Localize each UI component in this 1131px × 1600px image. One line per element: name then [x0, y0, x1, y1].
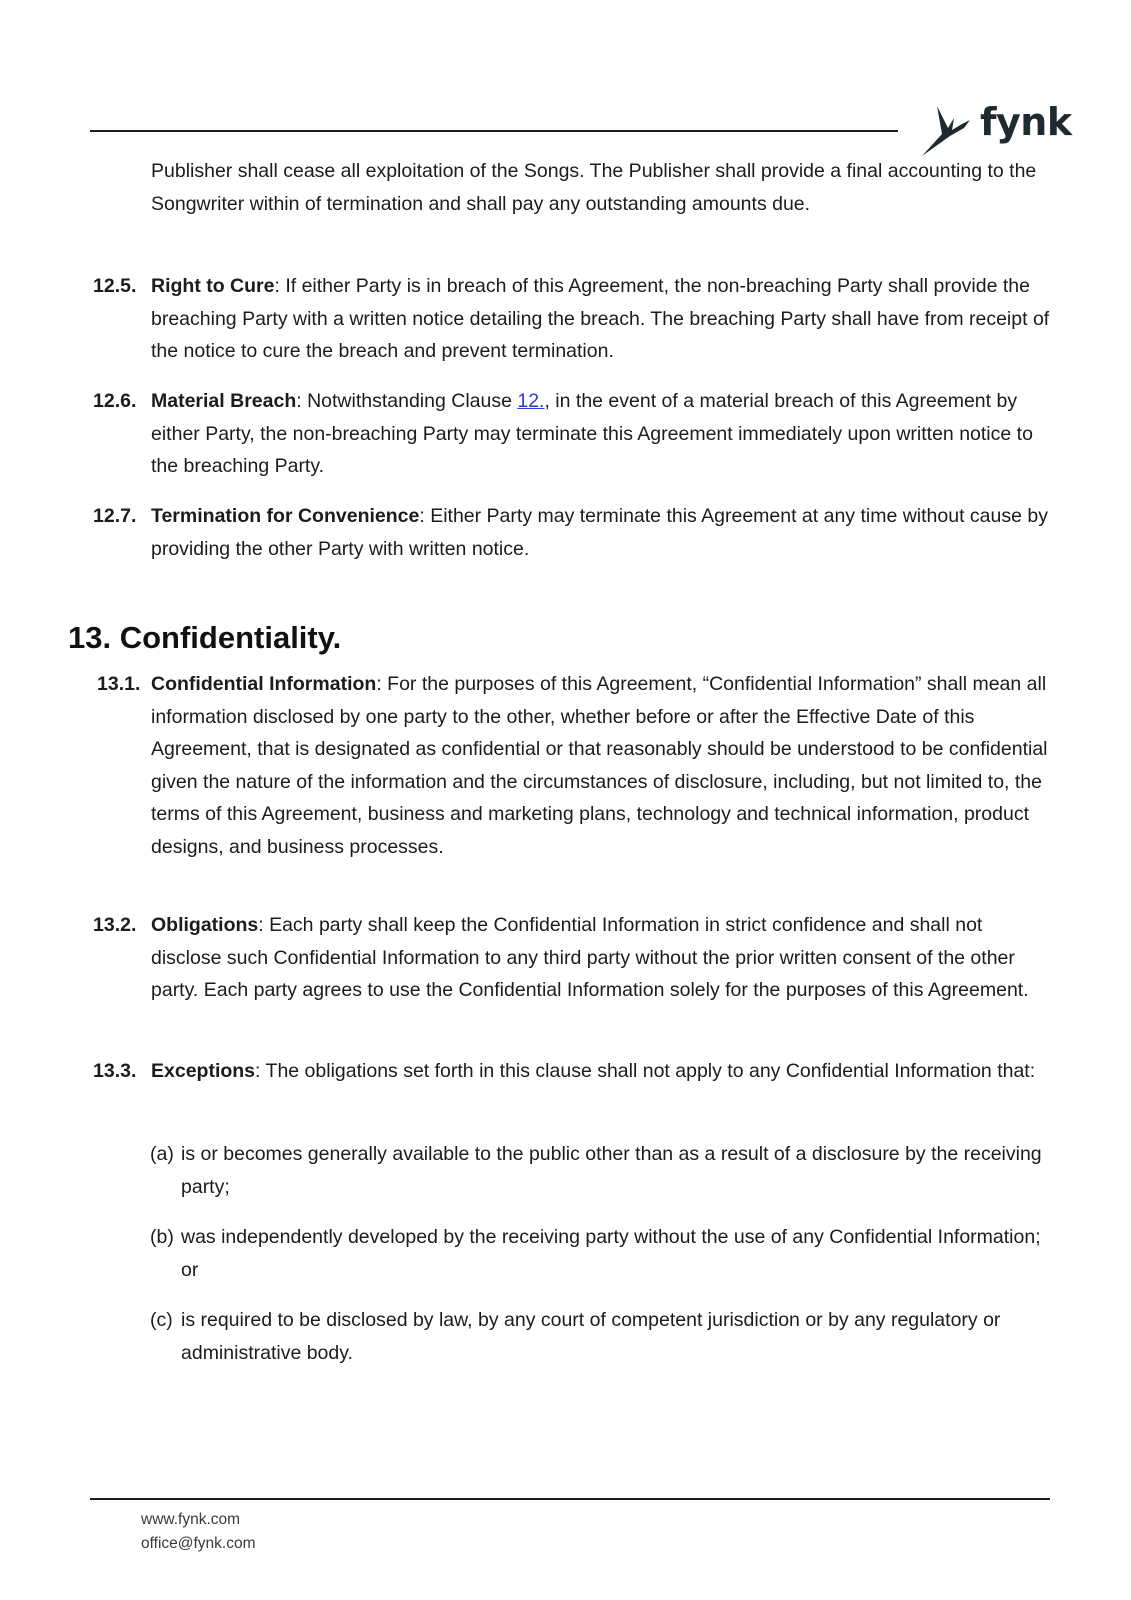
- header-divider: [90, 130, 898, 132]
- list-item-text: is or becomes generally available to the public other than as a result of a disclosure by the receiving party;: [181, 1143, 1042, 1198]
- clause-title: Right to Cure: [151, 275, 275, 297]
- fynk-logo[interactable]: [920, 100, 1072, 160]
- footer-website-link[interactable]: www.fynk.com: [141, 1511, 241, 1528]
- clause-body: [151, 385, 1051, 483]
- clause-text: : Either Party may terminate this Agreement at any time without cause by providing the other Party with written notice.: [151, 505, 1048, 560]
- clause-number: 12.5.: [93, 275, 137, 297]
- clause-title: Exceptions: [151, 1060, 256, 1082]
- clause-number: 13.3.: [93, 1060, 137, 1082]
- footer: [141, 1508, 256, 1556]
- clause-body: [151, 668, 1051, 863]
- list-item-text: is required to be disclosed by law, by any court of competent jurisdiction or by any regulatory or administrative body.: [181, 1309, 1001, 1364]
- clause-number: 13.2.: [93, 914, 137, 936]
- clause-title: Material Breach: [151, 390, 297, 412]
- list-label: (c): [150, 1309, 173, 1331]
- clause-text: : Each party shall keep the Confidential Information in strict confidence and shall not disclose such Confidential Information to any third party without the prior written consent of the other party. Each party agrees to use the Confidential Information solely for the purposes of this Agreement.: [151, 914, 1029, 1001]
- clause-body: [151, 500, 1051, 565]
- clause-title: Obligations: [151, 914, 259, 936]
- footer-email-link[interactable]: office@fynk.com: [141, 1535, 256, 1552]
- clause-body: [151, 270, 1051, 368]
- clause-text-before: : Notwithstanding Clause: [296, 390, 518, 412]
- clause-number: 12.7.: [93, 505, 137, 527]
- clause-text: : If either Party is in breach of this Agreement, the non-breaching Party shall provide the breaching Party with a written notice detailing the breach. The breaching Party shall have from receipt of the notice to cure the breach and prevent termination.: [151, 275, 1050, 362]
- clause-title: Termination for Convenience: [151, 505, 420, 527]
- clause-number: 13.1.: [97, 673, 141, 695]
- list-label: (b): [150, 1226, 174, 1248]
- clause-12-link[interactable]: 12.: [517, 390, 545, 412]
- footer-divider: [90, 1498, 1050, 1500]
- section-13-heading: 13. Confidentiality.: [68, 620, 342, 655]
- clause-text-after: , in the event of a material breach of this Agreement by either Party, the non-breaching Party may terminate this Agreement immediately upon written notice to the breaching Party.: [151, 390, 1033, 477]
- clause-body: [151, 909, 1051, 1007]
- intro-text: Publisher shall cease all exploitation of the Songs. The Publisher shall provide a final accounting to the Songwriter within of termination and shall pay any outstanding amounts due.: [151, 160, 1037, 215]
- list-item-text: was independently developed by the receiving party without the use of any Confidential Information; or: [181, 1226, 1041, 1281]
- logo-wordmark: fynk: [980, 100, 1072, 144]
- bird-logo-icon: [920, 104, 976, 160]
- clause-text: : The obligations set forth in this clause shall not apply to any Confidential Information that:: [255, 1060, 1036, 1082]
- clause-title: Confidential Information: [151, 673, 377, 695]
- list-label: (a): [150, 1143, 174, 1165]
- clause-number: 12.6.: [93, 390, 137, 412]
- clause-text: : For the purposes of this Agreement, “Confidential Information” shall mean all information disclosed by one party to the other, whether before or after the Effective Date of this Agreement, that is designated as confidential or that reasonably should be understood to be confidential given the nature of the information and the circumstances of disclosure, including, but not limited to, the terms of this Agreement, business and marketing plans, technology and technical information, product designs, and business processes.: [151, 673, 1048, 858]
- clause-body: [151, 1055, 1051, 1088]
